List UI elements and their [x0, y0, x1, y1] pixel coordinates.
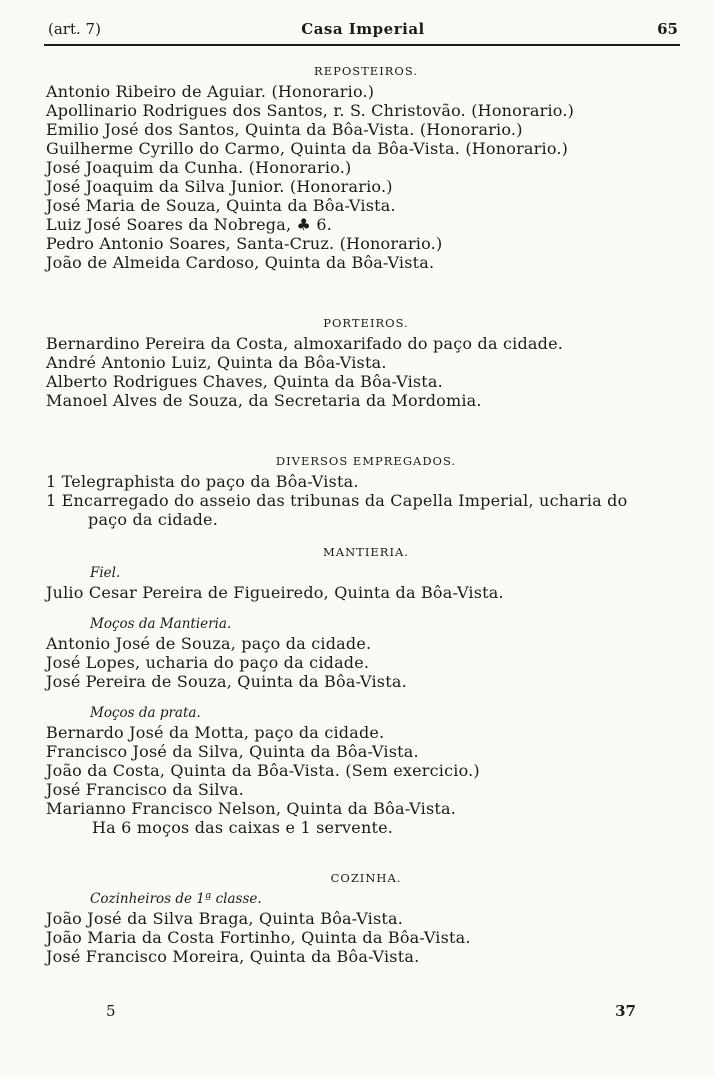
signature-mark: 5 [106, 1002, 116, 1020]
section-title-diversos: DIVERSOS EMPREGADOS. [275, 454, 457, 468]
list-item: Bernardino Pereira da Costa, almoxarifado do paço da cidade. [46, 334, 564, 353]
list-item: José Joaquim da Silva Junior. (Honorario.) [46, 177, 393, 196]
section-title-mantieria: MANTIERIA. [323, 545, 409, 559]
section-title-reposteiros: REPOSTEIROS. [314, 64, 418, 78]
list-item: José Joaquim da Cunha. (Honorario.) [46, 158, 352, 177]
subheading-cozinheiros: Cozinheiros de 1ª classe. [90, 891, 262, 907]
list-item: Antonio Ribeiro de Aguiar. (Honorario.) [46, 82, 375, 101]
header-article: (art. 7) [48, 20, 101, 38]
list-item: José Francisco da Silva. [46, 780, 244, 799]
subheading-mocos-prata: Moços da prata. [90, 705, 201, 721]
list-item: José Lopes, ucharia do paço da cidade. [46, 653, 370, 672]
list-item: Antonio José de Souza, paço da cidade. [46, 634, 372, 653]
list-item: 1 Telegraphista do paço da Bôa-Vista. [46, 472, 359, 491]
list-item: Apollinario Rodrigues dos Santos, r. S. Christovão. (Honorario.) [46, 101, 575, 120]
footer-page-number: 37 [615, 1002, 636, 1020]
list-item-continuation: paço da cidade. [88, 510, 218, 529]
header-title: Casa Imperial [301, 20, 425, 38]
list-item: Guilherme Cyrillo do Carmo, Quinta da Bôa-Vista. (Honorario.) [46, 139, 569, 158]
header-rule [44, 44, 680, 46]
list-item: 1 Encarregado do asseio das tribunas da Capella Imperial, ucharia do [46, 491, 628, 510]
list-item: Julio Cesar Pereira de Figueiredo, Quinta da Bôa-Vista. [46, 583, 504, 602]
page-body [46, 60, 686, 966]
list-item: Luiz José Soares da Nobrega, ♣ 6. [46, 215, 333, 234]
note-text: Ha 6 moços das caixas e 1 servente. [92, 818, 394, 837]
subheading-fiel: Fiel. [90, 565, 121, 581]
list-item: Bernardo José da Motta, paço da cidade. [46, 723, 385, 742]
list-item: José Pereira de Souza, Quinta da Bôa-Vista. [46, 672, 407, 691]
list-item: Alberto Rodrigues Chaves, Quinta da Bôa-Vista. [46, 372, 443, 391]
running-header [48, 20, 678, 42]
section-title-porteiros: PORTEIROS. [323, 316, 409, 330]
list-item: José Maria de Souza, Quinta da Bôa-Vista. [46, 196, 396, 215]
list-item: Emilio José dos Santos, Quinta da Bôa-Vista. (Honorario.) [46, 120, 523, 139]
list-item: João Maria da Costa Fortinho, Quinta da Bôa-Vista. [46, 928, 471, 947]
list-item: João de Almeida Cardoso, Quinta da Bôa-Vista. [46, 253, 435, 272]
list-item: Francisco José da Silva, Quinta da Bôa-Vista. [46, 742, 419, 761]
list-item: Pedro Antonio Soares, Santa-Cruz. (Honorario.) [46, 234, 443, 253]
list-item: José Francisco Moreira, Quinta da Bôa-Vista. [46, 947, 420, 966]
list-item: João da Costa, Quinta da Bôa-Vista. (Sem exercicio.) [46, 761, 480, 780]
list-item: Marianno Francisco Nelson, Quinta da Bôa-Vista. [46, 799, 457, 818]
list-item: André Antonio Luiz, Quinta da Bôa-Vista. [46, 353, 387, 372]
section-title-cozinha: COZINHA. [330, 871, 402, 885]
list-item: João José da Silva Braga, Quinta Bôa-Vista. [46, 909, 404, 928]
list-item: Manoel Alves de Souza, da Secretaria da Mordomia. [46, 391, 482, 410]
page-number: 65 [657, 20, 678, 38]
subheading-mocos-mantieria: Moços da Mantieria. [90, 616, 232, 632]
